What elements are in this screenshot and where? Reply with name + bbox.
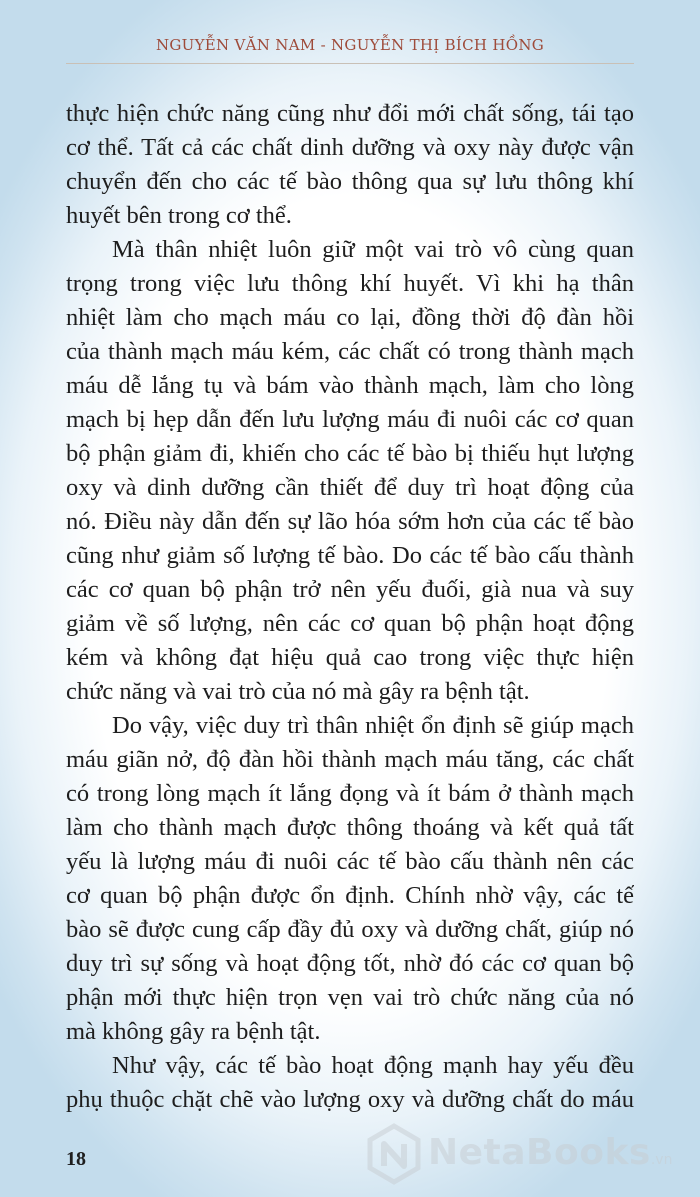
watermark-text — [428, 1132, 672, 1173]
text-line: máu dễ lắng tụ và bám vào thành mạch, làm cho lòng — [66, 372, 634, 399]
netabooks-logo-icon — [362, 1122, 426, 1186]
text-line: yếu là lượng máu đi nuôi các tế bào cấu thành nên các — [66, 848, 634, 875]
body-text — [66, 97, 634, 1117]
text-line: nhiệt làm cho mạch máu co lại, đồng thời độ đàn hồi — [66, 304, 634, 331]
text-line: cơ quan bộ phận được ổn định. Chính nhờ vậy, các tế — [66, 882, 634, 909]
text-line: máu giãn nở, độ đàn hồi thành mạch máu tăng, các chất — [66, 746, 634, 773]
page-number: 18 — [66, 1148, 86, 1170]
text-line: huyết bên trong cơ thể. — [66, 202, 292, 229]
text-line: nó. Điều này dẫn đến sự lão hóa sớm hơn của các tế bào — [66, 508, 634, 535]
text-line: phụ thuộc chặt chẽ vào lượng oxy và dưỡng chất do máu — [66, 1086, 634, 1113]
text-line: giảm về số lượng, nên các cơ quan bộ phận hoạt động — [66, 610, 634, 637]
text-line: phận mới thực hiện trọn vẹn vai trò chức năng của nó — [66, 984, 634, 1011]
text-line: trọng trong việc lưu thông khí huyết. Vì khi hạ thân — [66, 270, 634, 297]
watermark-brand: NetaBooks — [428, 1132, 651, 1173]
text-line: bộ phận giảm đi, khiến cho các tế bào bị thiếu hụt lượng — [66, 440, 634, 467]
text-line: oxy và dinh dưỡng cần thiết để duy trì hoạt động của — [66, 474, 634, 501]
text-line: làm cho thành mạch được thông thoáng và kết quả tất — [66, 814, 634, 841]
text-line: duy trì sự sống và hoạt động tốt, nhờ đó các cơ quan bộ — [66, 950, 634, 977]
text-line: Như vậy, các tế bào hoạt động mạnh hay yếu đều — [112, 1052, 634, 1079]
text-line: của thành mạch máu kém, các chất có trong thành mạch — [66, 338, 634, 365]
text-line: kém và không đạt hiệu quả cao trong việc thực hiện — [66, 644, 634, 671]
running-header: NGUYỄN VĂN NAM - NGUYỄN THỊ BÍCH HỒNG — [155, 36, 545, 54]
watermark-suffix: .vn — [650, 1152, 673, 1168]
text-line: bào sẽ được cung cấp đầy đủ oxy và dưỡng chất, giúp nó — [66, 916, 634, 943]
text-line: mà không gây ra bệnh tật. — [66, 1018, 321, 1045]
text-line: cũng như giảm số lượng tế bào. Do các tế bào cấu thành — [66, 542, 634, 569]
text-line: thực hiện chức năng cũng như đổi mới chất sống, tái tạo — [66, 100, 634, 127]
text-line: có trong lòng mạch ít lắng đọng và ít bám ở thành mạch — [66, 780, 634, 807]
text-line: chuyển đến cho các tế bào thông qua sự lưu thông khí — [66, 168, 634, 195]
text-line: Mà thân nhiệt luôn giữ một vai trò vô cùng quan — [112, 236, 634, 263]
netabooks-watermark — [362, 1122, 692, 1186]
text-line: Do vậy, việc duy trì thân nhiệt ổn định sẽ giúp mạch — [112, 712, 634, 739]
text-line: mạch bị hẹp dẫn đến lưu lượng máu đi nuôi các cơ quan — [66, 406, 634, 433]
text-line: các cơ quan bộ phận trở nên yếu đuối, già nua và suy — [66, 576, 634, 603]
header-divider — [66, 63, 634, 64]
text-line: chức năng và vai trò của nó mà gây ra bệnh tật. — [66, 678, 530, 705]
text-line: cơ thể. Tất cả các chất dinh dưỡng và oxy này được vận — [66, 134, 634, 161]
